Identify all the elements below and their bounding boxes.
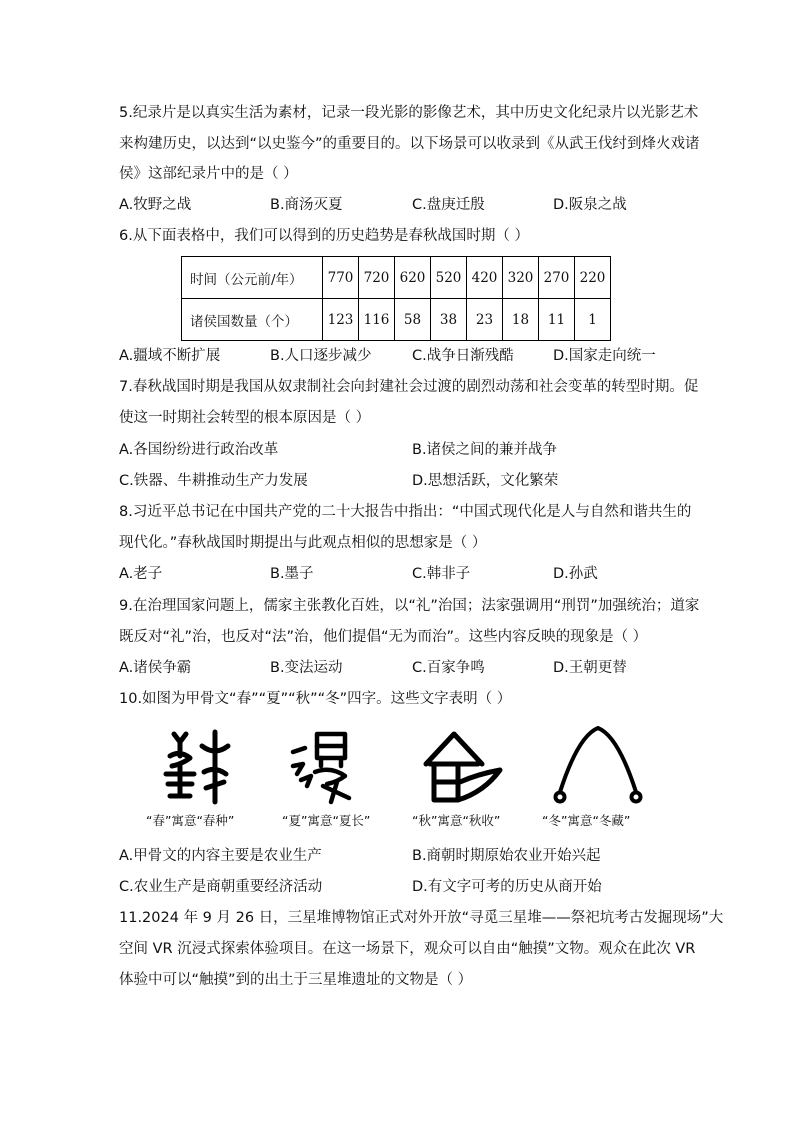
table-cell: 11 (539, 299, 575, 341)
q6-option-c[interactable]: C.战争日渐残酷 (412, 348, 514, 364)
table-row (182, 257, 611, 299)
table-cell: 1 (575, 299, 611, 341)
q11-stem-line-2: 空间 VR 沉浸式探索体验项目。在这一场景下，观众可以自由“触摸”文物。观众在此次 VR (119, 941, 696, 957)
table-header-count: 诸侯国数量（个） (182, 299, 323, 341)
table-cell: 23 (467, 299, 503, 341)
oracle-qiu-icon (420, 726, 505, 806)
table-cell: 58 (395, 299, 431, 341)
q10-option-b[interactable]: B.商朝时期原始农业开始兴起 (412, 848, 601, 864)
q6-option-a[interactable]: A.疆域不断扩展 (119, 348, 221, 364)
q9-option-c[interactable]: C.百家争鸣 (412, 660, 485, 676)
oracle-dong-icon (548, 722, 648, 806)
q5-stem-line-3: 侯》这部纪录片中的是（ ） (119, 166, 298, 182)
q11-stem-line-3: 体验中可以“触摸”到的出土于三星堆遗址的文物是（ ） (119, 972, 473, 988)
q7-stem-line-2: 使这一时期社会转型的根本原因是（ ） (119, 410, 371, 426)
q5-option-b[interactable]: B.商汤灭夏 (270, 197, 343, 213)
caption-chun: “春”寓意“春种” (146, 813, 235, 828)
table-cell: 720 (359, 257, 395, 299)
q11-stem-line-1: 11.2024 年 9 月 26 日，三星堆博物馆正式对外开放“寻觅三星堆——祭祀坑考古发掘现场”大 (119, 910, 724, 926)
q9-stem-line-2: 既反对“礼”治，也反对“法”治，他们提倡“无为而治”。这些内容反映的现象是（ ） (119, 629, 648, 645)
table-cell: 320 (503, 257, 539, 299)
oracle-chun-icon (160, 726, 240, 806)
q9-option-b[interactable]: B.变法运动 (270, 660, 343, 676)
q5-stem-line-2: 来构建历史，以达到“以史鉴今”的重要目的。以下场景可以收录到《从武王伐纣到烽火戏诸 (119, 136, 700, 152)
table-cell: 123 (323, 299, 359, 341)
q7-option-a[interactable]: A.各国纷纷进行政治改革 (119, 442, 279, 458)
q8-option-b[interactable]: B.墨子 (270, 566, 314, 582)
table-cell: 420 (467, 257, 503, 299)
q8-option-a[interactable]: A.老子 (119, 566, 163, 582)
caption-dong: “冬”寓意“冬藏” (542, 813, 631, 828)
table-cell: 116 (359, 299, 395, 341)
table-cell: 38 (431, 299, 467, 341)
q9-option-a[interactable]: A.诸侯争霸 (119, 660, 192, 676)
q8-option-d[interactable]: D.孙武 (553, 566, 598, 582)
table-header-year: 时间（公元前/年） (182, 257, 323, 299)
q5-stem-line-1: 5.纪录片是以真实生活为素材，记录一段光影的影像艺术，其中历史文化纪录片以光影艺术 (119, 105, 699, 121)
q5-option-c[interactable]: C.盘庚迁殷 (412, 197, 485, 213)
q10-option-d[interactable]: D.有文字可考的历史从商开始 (412, 879, 602, 895)
q6-option-d[interactable]: D.国家走向统一 (553, 348, 656, 364)
q8-stem-line-1: 8.习近平总书记在中国共产党的二十大报告中指出：“中国式现代化是人与自然和谐共生的 (119, 504, 692, 520)
q5-option-a[interactable]: A.牧野之战 (119, 197, 192, 213)
q10-stem: 10.如图为甲骨文“春”“夏”“秋”“冬”四字。这些文字表明（ ） (119, 691, 512, 707)
table-cell: 520 (431, 257, 467, 299)
caption-xia: “夏”寓意“夏长” (282, 813, 371, 828)
table-cell: 770 (323, 257, 359, 299)
table-cell: 18 (503, 299, 539, 341)
q6-option-b[interactable]: B.人口逐步减少 (270, 348, 372, 364)
table-row (182, 299, 611, 341)
q8-option-c[interactable]: C.韩非子 (412, 566, 471, 582)
q5-option-d[interactable]: D.阪泉之战 (553, 197, 627, 213)
state-count-table (181, 256, 611, 341)
q9-option-d[interactable]: D.王朝更替 (553, 660, 627, 676)
table-cell: 620 (395, 257, 431, 299)
q7-option-b[interactable]: B.诸侯之间的兼并战争 (412, 442, 558, 458)
oracle-xia-icon (287, 726, 367, 806)
q6-stem: 6.从下面表格中，我们可以得到的历史趋势是春秋战国时期（ ） (119, 228, 529, 244)
q8-stem-line-2: 现代化。”春秋战国时期提出与此观点相似的思想家是（ ） (119, 535, 487, 551)
q10-option-c[interactable]: C.农业生产是商朝重要经济活动 (119, 879, 323, 895)
q7-option-c[interactable]: C.铁器、牛耕推动生产力发展 (119, 473, 308, 489)
q9-stem-line-1: 9.在治理国家问题上，儒家主张教化百姓，以“礼”治国；法家强调用“刑罚”加强统治；道家 (119, 598, 700, 614)
q7-option-d[interactable]: D.思想活跃，文化繁荣 (412, 473, 559, 489)
table-cell: 220 (575, 257, 611, 299)
q7-stem-line-1: 7.春秋战国时期是我国从奴隶制社会向封建社会过渡的剧烈动荡和社会变革的转型时期。促 (119, 379, 699, 395)
q10-option-a[interactable]: A.甲骨文的内容主要是农业生产 (119, 848, 322, 864)
caption-qiu: “秋”寓意“秋收” (412, 813, 501, 828)
table-cell: 270 (539, 257, 575, 299)
